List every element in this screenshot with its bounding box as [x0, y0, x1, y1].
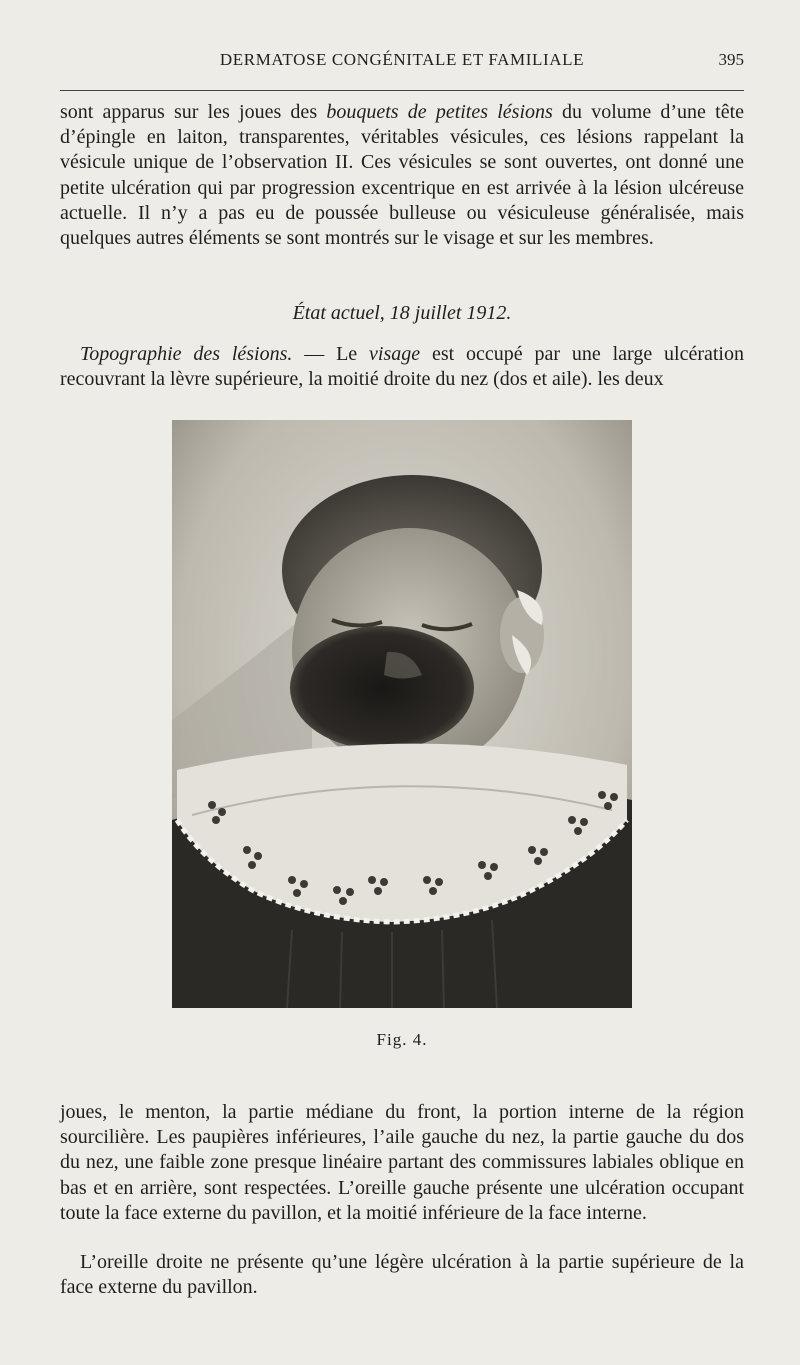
- paragraph-2: [60, 342, 744, 392]
- page-number: 395: [718, 50, 744, 69]
- figure-caption: Fig. 4.: [376, 1030, 428, 1049]
- paragraph-1: [60, 100, 744, 251]
- paragraph-3: joues, le menton, la partie médiane du front, la portion interne de la région sourcilière. Les paupières inférieures, l’aile gauche du nez, la partie gauche du dos du nez, une faible zone presque linéaire partant des commissures labiales oblique en bas et en arrière, sont respectées. L’oreille gauche présente une ulcération occupant toute la face externe du pavillon, et la moitié inférieure de la face interne.: [60, 1101, 744, 1224]
- ulceration-lesion: [290, 626, 474, 750]
- header-rule: [60, 90, 744, 91]
- paragraph-1-emphasis: bouquets de petites lésions: [326, 101, 553, 123]
- running-title: DERMATOSE CONGÉNITALE ET FAMILIALE: [219, 50, 585, 69]
- figure-photograph: [172, 420, 632, 1008]
- paragraph-2-text-b: est occupé par une large ulcération recouvrant la lèvre supérieure, la moitié droite du nez (dos et aile). les deux: [60, 343, 744, 391]
- infant-photo: [172, 420, 632, 1008]
- paragraph-2-emphasis: visage: [369, 343, 421, 365]
- paragraph-1-text-b: du volume d’une tête d’épingle en laiton, transparentes, véritables vésicules, ces lésions rappelant la vésicule unique de l’observation II. Ces vésicules se sont ouvertes, ont donné une petite ulcération qui par progression excentrique en est arrivée à la lésion ulcéreuse actuelle. Il n’y a pas eu de poussée bulleuse ou vésiculeuse généralisée, mais quelques autres éléments se sont montrés sur le visage et sur les membres.: [60, 101, 745, 250]
- paragraph-4: L’oreille droite ne présente qu’une légère ulcération à la partie supérieure de la face externe du pavillon.: [60, 1251, 744, 1299]
- running-head: [60, 48, 744, 74]
- topography-heading: Topographie des lésions.: [80, 343, 293, 365]
- section-heading: État actuel, 18 juillet 1912.: [292, 302, 512, 324]
- paragraph-1-text-a: sont apparus sur les joues des: [60, 101, 327, 123]
- paragraph-2-text-a: — Le: [292, 343, 370, 365]
